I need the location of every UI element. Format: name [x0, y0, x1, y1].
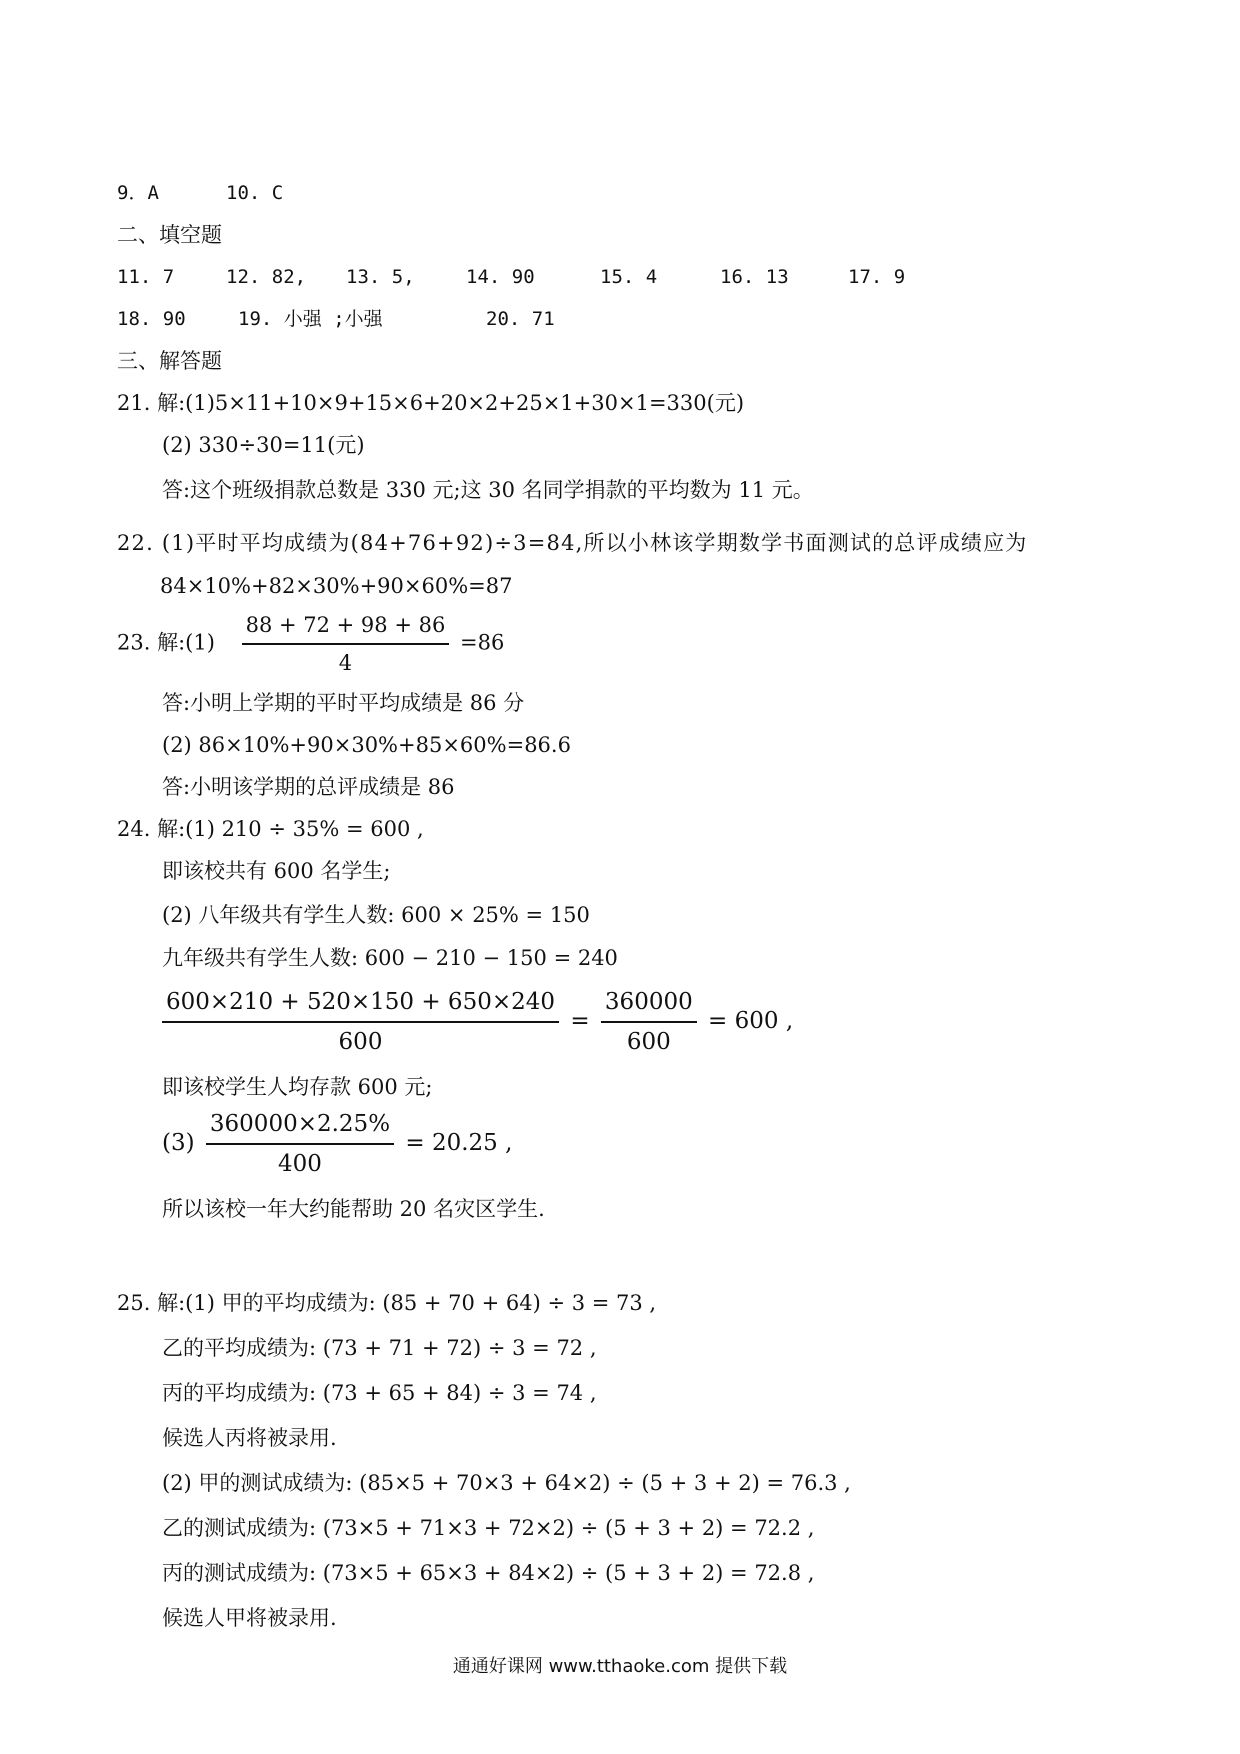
fill-answer-19: 19. 小强 ;小强 — [238, 308, 383, 330]
q24-line-2: 即该校共有 600 名学生; — [162, 859, 391, 883]
section-heading-solutions: 三、解答题 — [117, 349, 222, 373]
q21-answer: 答:这个班级捐款总数是 330 元;这 30 名同学捐款的平均数为 11 元。 — [162, 478, 814, 502]
q24-part-3-result: = 20.25 , — [405, 1130, 513, 1156]
q24-conclusion: 所以该校一年大约能帮助 20 名灾区学生. — [162, 1197, 545, 1221]
q24-fraction-3-numerator: 360000×2.25% — [206, 1108, 394, 1145]
fill-answer-16: 16. 13 — [720, 266, 789, 288]
q24-line-1: 24. 解:(1) 210 ÷ 35% = 600 , — [117, 817, 424, 841]
q24-fraction-2 — [601, 986, 697, 1058]
q25-conclusion: 候选人甲将被录用. — [162, 1606, 337, 1630]
q24-line-4: 九年级共有学生人数: 600 − 210 − 150 = 240 — [162, 946, 618, 970]
q25-line-3: 丙的平均成绩为: (73 + 65 + 84) ÷ 3 = 74 , — [162, 1381, 597, 1405]
q24-part-3-label: (3) — [162, 1130, 195, 1156]
q21-line-1: 21. 解:(1)5×11+10×9+15×6+20×2+25×1+30×1=330(元) — [117, 391, 745, 415]
page-footer: 通通好课网 www.tthaoke.com 提供下载 — [452, 1656, 788, 1677]
fill-answer-18: 18. 90 — [117, 308, 186, 330]
q24-equation — [162, 986, 793, 1058]
fill-answer-11: 11. 7 — [117, 266, 175, 288]
q24-part-3 — [162, 1108, 512, 1180]
q25-line-7: 丙的测试成绩为: (73×5 + 65×3 + 84×2) ÷ (5 + 3 + 2) = 72.8 , — [162, 1561, 815, 1585]
q25-line-5: (2) 甲的测试成绩为: (85×5 + 70×3 + 64×2) ÷ (5 + 3 + 2) = 76.3 , — [162, 1471, 851, 1495]
q25-line-1: 25. 解:(1) 甲的平均成绩为: (85 + 70 + 64) ÷ 3 = 73 , — [117, 1291, 657, 1315]
q24-equals-sign: = — [570, 1008, 590, 1034]
q23-fraction-denominator: 4 — [338, 651, 353, 675]
q23-answer-1: 答:小明上学期的平时平均成绩是 86 分 — [162, 691, 525, 715]
fill-answer-14: 14. 90 — [466, 266, 535, 288]
q24-fraction-2-numerator: 360000 — [601, 986, 697, 1023]
q23-fraction-numerator: 88 + 72 + 98 + 86 — [242, 610, 450, 645]
q23-line-1 — [117, 610, 504, 678]
q22-line-2: 84×10%+82×30%+90×60%=87 — [160, 574, 513, 598]
q22-line-1: 22. (1)平时平均成绩为(84+76+92)÷3=84,所以小林该学期数学书面测试的总评成绩应为 — [117, 531, 1028, 555]
q25-line-2: 乙的平均成绩为: (73 + 71 + 72) ÷ 3 = 72 , — [162, 1336, 597, 1360]
fill-answer-15: 15. 4 — [600, 266, 658, 288]
q24-fraction-1-numerator: 600×210 + 520×150 + 650×240 — [162, 986, 559, 1023]
fill-answer-13: 13. 5, — [346, 266, 415, 288]
section-heading-fill-in: 二、填空题 — [117, 223, 222, 247]
mc-answer-9: 9．A — [117, 182, 159, 204]
q24-fraction-1 — [162, 986, 559, 1058]
q24-fraction-2-denominator: 600 — [626, 1029, 671, 1055]
fill-answer-17: 17. 9 — [848, 266, 906, 288]
q24-line-3: (2) 八年级共有学生人数: 600 × 25% = 150 — [162, 903, 590, 927]
q24-fraction-1-denominator: 600 — [338, 1029, 383, 1055]
q24-line-5: 即该校学生人均存款 600 元; — [162, 1075, 433, 1099]
q23-fraction — [242, 610, 450, 678]
q21-line-2: (2) 330÷30=11(元) — [162, 433, 365, 457]
q23-answer-2: 答:小明该学期的总评成绩是 86 — [162, 775, 455, 799]
q25-line-6: 乙的测试成绩为: (73×5 + 71×3 + 72×2) ÷ (5 + 3 + 2) = 72.2 , — [162, 1516, 815, 1540]
fill-answer-20: 20. 71 — [486, 308, 555, 330]
q24-fraction-3 — [206, 1108, 394, 1180]
q23-line-2: (2) 86×10%+90×30%+85×60%=86.6 — [162, 733, 571, 757]
q24-equation-result: = 600 , — [708, 1008, 794, 1034]
q24-fraction-3-denominator: 400 — [278, 1151, 322, 1177]
q23-label: 23. 解:(1) — [117, 630, 215, 655]
q25-line-4: 候选人丙将被录用. — [162, 1426, 337, 1450]
q23-result: =86 — [460, 630, 505, 655]
mc-answer-10: 10. C — [226, 182, 284, 204]
fill-answer-12: 12. 82, — [226, 266, 307, 288]
